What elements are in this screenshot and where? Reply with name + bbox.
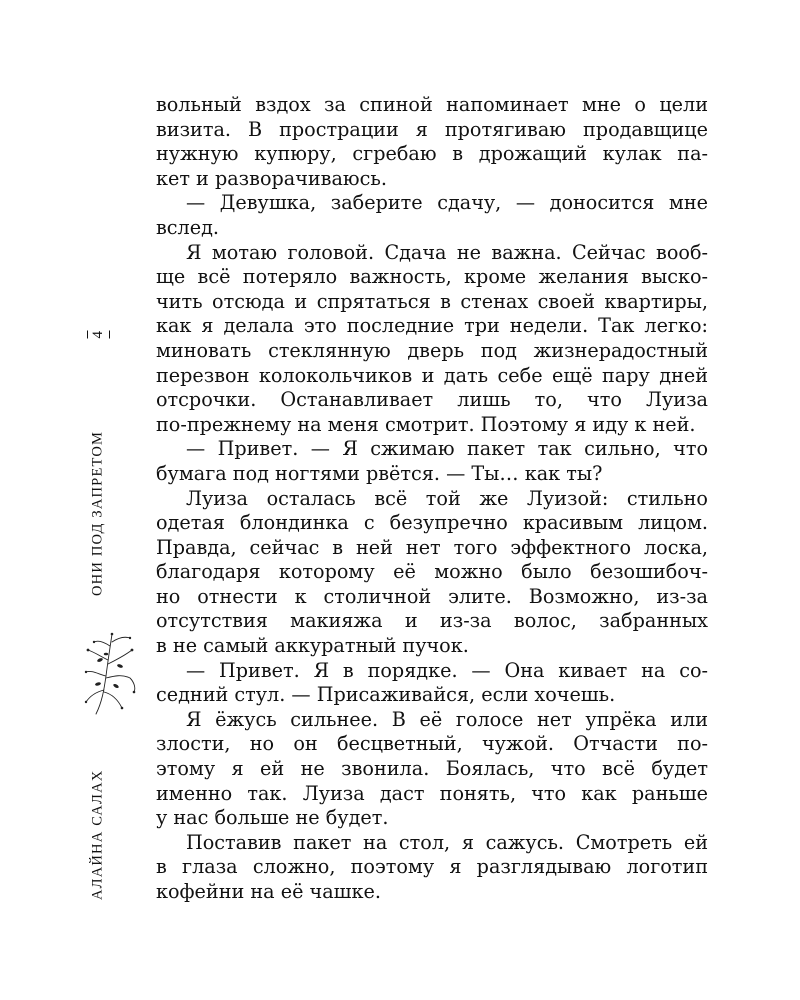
text-line: благодаря которому её можно было безошибоч- (156, 560, 708, 584)
text-line: перезвон колокольчиков и дать себе ещё пару дней (156, 363, 708, 387)
text-line: отсрочки. Останавливает лишь то, что Луиза (156, 388, 708, 412)
text-line: у нас больше не будет. (156, 806, 389, 830)
text-line: ще всё потеряло важность, кроме желания выско- (156, 265, 708, 289)
text-line: визита. В прострации я протягиваю продавщице (156, 117, 708, 141)
text-line: — Привет. — Я сжимаю пакет так сильно, что (186, 437, 708, 461)
body-text (156, 93, 708, 905)
text-line: в глаза сложно, поэтому я разглядываю логотип (156, 855, 708, 879)
text-line: отсутствия макияжа и из-за волос, забранных (156, 609, 708, 633)
text-line: вольный вздох за спиной напоминает мне о цели (156, 93, 708, 116)
text-line: — Девушка, заберите сдачу, — доносится мне (186, 191, 708, 215)
text-line: в не самый аккуратный пучок. (156, 634, 469, 658)
running-title: ОНИ ПОД ЗАПРЕТОМ (89, 430, 106, 596)
text-line: миновать стеклянную дверь под жизнерадостный (156, 338, 708, 362)
text-line: но отнести к столичной элите. Возможно, из-за (156, 584, 708, 608)
text-line: именно так. Луиза даст понять, что как раньше (156, 781, 708, 805)
page-number: 4 (87, 331, 110, 339)
text-line: бумага под ногтями рвётся. — Ты… как ты? (156, 461, 603, 485)
text-line: кет и разворачиваюсь. (156, 166, 387, 190)
text-line: чить отсюда и спрятаться в стенах своей квартиры, (156, 289, 708, 313)
running-author: АЛАЙНА САЛАХ (89, 769, 106, 901)
text-line: одетая блондинка с безупречно красивым лицом. (156, 511, 708, 535)
text-line: по-прежнему на меня смотрит. Поэтому я иду к ней. (156, 412, 696, 436)
text-line: Правда, сейчас в ней нет того эффектного лоска, (156, 535, 708, 559)
text-line: — Привет. Я в порядке. — Она кивает на со- (186, 658, 708, 682)
text-line: злости, но он бесцветный, чужой. Отчасти по- (156, 732, 708, 756)
text-line: нужную купюру, сгребаю в дрожащий кулак па- (156, 142, 708, 166)
text-line: вслед. (156, 215, 220, 239)
page-margin-strip (78, 0, 118, 1000)
text-line: седний стул. — Присаживайся, если хочешь. (156, 683, 616, 707)
text-line: Я ёжусь сильнее. В её голосе нет упрёка или (186, 707, 708, 731)
text-line: этому я ей не звонила. Боялась, что всё будет (156, 757, 708, 781)
floral-sprig-icon (82, 630, 144, 716)
text-line: Луиза осталась всё той же Луизой: стильно (186, 486, 708, 510)
page-number-box (78, 318, 118, 352)
text-line: Я мотаю головой. Сдача не важна. Сейчас вооб- (186, 240, 708, 264)
text-line: как я делала это последние три недели. Так легко: (156, 314, 708, 338)
text-line: кофейни на её чашке. (156, 880, 381, 903)
text-line: Поставив пакет на стол, я сажусь. Смотреть ей (186, 830, 708, 854)
